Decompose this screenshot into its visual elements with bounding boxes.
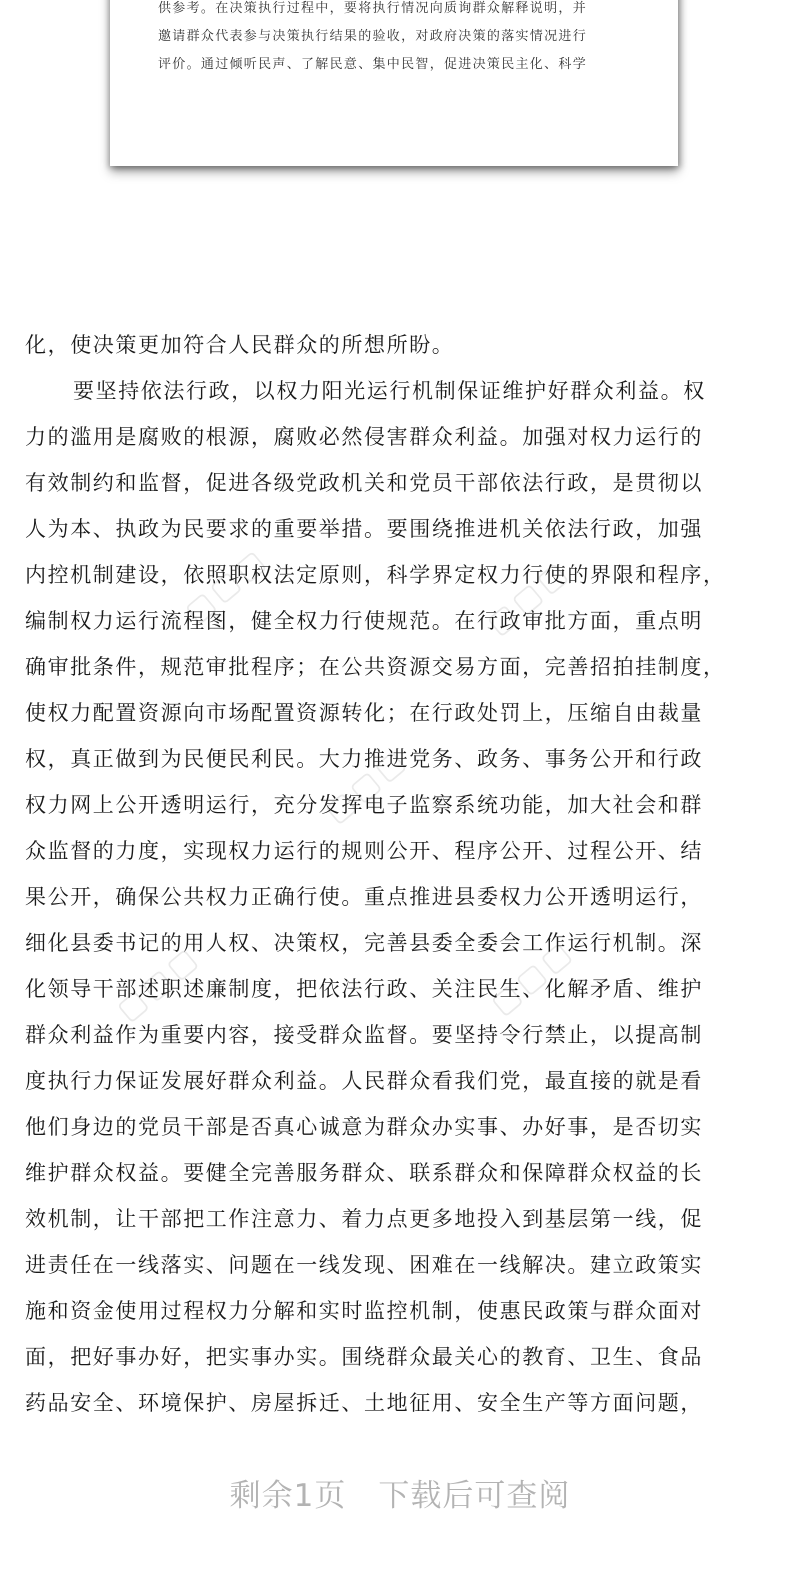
body-line: 众监督的力度，实现权力运行的规则公开、程序公开、过程公开、结 xyxy=(25,839,703,863)
prev-page-line: 邀请群众代表参与决策执行结果的验收，对政府决策的落实情况进行 xyxy=(158,29,588,44)
body-line: 确审批条件，规范审批程序；在公共资源交易方面，完善招拍挂制度， xyxy=(25,655,726,679)
body-line: 效机制，让干部把工作注意力、着力点更多地投入到基层第一线，促 xyxy=(25,1207,703,1231)
prev-page-line: 供参考。在决策执行过程中，要将执行情况向质询群众解释说明，并 xyxy=(158,1,588,16)
paragraph-first-line: 要坚持依法行政，以权力阳光运行机制保证维护好群众利益。权 xyxy=(73,379,706,403)
body-line: 人为本、执政为民要求的重要举措。要围绕推进机关依法行政，加强 xyxy=(25,517,703,541)
body-line: 权，真正做到为民便民利民。大力推进党务、政务、事务公开和行政 xyxy=(25,747,703,771)
body-line: 果公开，确保公共权力正确行使。重点推进县委权力公开透明运行， xyxy=(25,885,703,909)
watermark-mark: ▢▢▢ xyxy=(110,938,207,1029)
remaining-pages-label: 剩余1页 xyxy=(229,1478,347,1514)
body-line: 化，使决策更加符合人民群众的所想所盼。 xyxy=(25,333,455,357)
body-line: 内控机制建设，依照职权法定原则，科学界定权力行使的界限和程序， xyxy=(25,563,726,587)
body-line: 权力网上公开透明运行，充分发挥电子监察系统功能，加大社会和群 xyxy=(25,793,703,817)
body-line: 药品安全、环境保护、房屋拆迁、土地征用、安全生产等方面问题， xyxy=(25,1391,703,1415)
body-line: 细化县委书记的用人权、决策权，完善县委全委会工作运行机制。深 xyxy=(25,931,703,955)
watermark-mark: ▢▢▢ xyxy=(484,932,581,1023)
body-line: 力的滥用是腐败的根源，腐败必然侵害群众利益。加强对权力运行的 xyxy=(25,425,703,449)
watermark-mark: ▢▢▢ xyxy=(480,552,577,643)
body-line: 编制权力运行流程图，健全权力行使规范。在行政审批方面，重点明 xyxy=(25,609,703,633)
body-line: 施和资金使用过程权力分解和实时监控机制，使惠民政策与群众面对 xyxy=(25,1299,703,1323)
prev-page-line: 评价。通过倾听民声、了解民意、集中民智，促进决策民主化、科学 xyxy=(158,57,588,72)
body-line: 化领导干部述职述廉制度，把依法行政、关注民生、化解矛盾、维护 xyxy=(25,977,703,1001)
body-line: 度执行力保证发展好群众利益。人民群众看我们党，最直接的就是看 xyxy=(25,1069,703,1093)
body-line: 使权力配置资源向市场配置资源转化；在行政处罚上，压缩自由裁量 xyxy=(25,701,703,725)
body-line: 有效制约和监督，促进各级党政机关和党员干部依法行政，是贯彻以 xyxy=(25,471,703,495)
body-line: 面，把好事办好，把实事办实。围绕群众最关心的教育、卫生、食品 xyxy=(25,1345,703,1369)
watermark-mark: ▢▢▢ xyxy=(318,740,415,831)
watermark-mark: ▢▢▢ xyxy=(178,540,275,631)
body-line: 群众利益作为重要内容，接受群众监督。要坚持令行禁止，以提高制 xyxy=(25,1023,703,1047)
body-line: 进责任在一线落实、问题在一线发现、困难在一线解决。建立政策实 xyxy=(25,1253,703,1277)
body-line: 他们身边的党员干部是否真心诚意为群众办实事、办好事，是否切实 xyxy=(25,1115,703,1139)
body-line: 维护群众权益。要健全完善服务群众、联系群众和保障群众权益的长 xyxy=(25,1161,703,1185)
previous-page-card xyxy=(110,0,678,166)
download-to-view-link[interactable]: 下载后可查阅 xyxy=(378,1478,571,1514)
paywall-footer[interactable] xyxy=(0,1470,800,1515)
